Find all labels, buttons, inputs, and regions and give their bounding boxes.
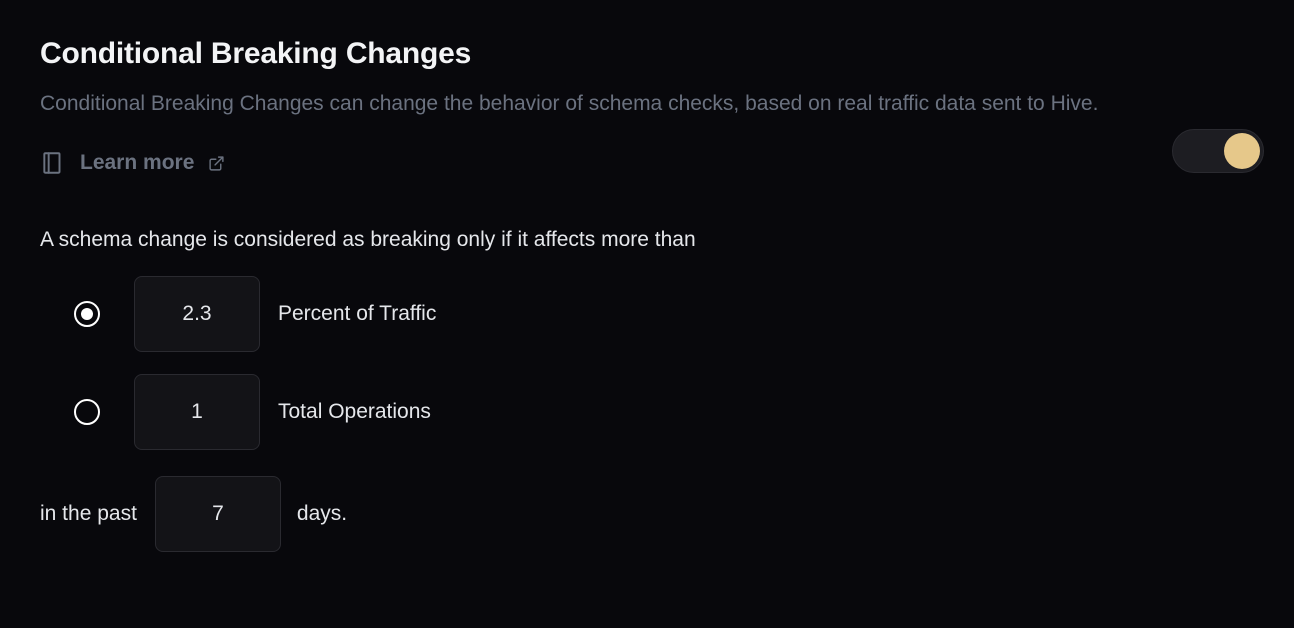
radio-percent-of-traffic[interactable] (74, 301, 100, 327)
external-link-icon (208, 155, 225, 172)
percent-of-traffic-input[interactable]: 2.3 (134, 276, 260, 352)
learn-more-label: Learn more (80, 151, 195, 174)
period-suffix-label: days. (296, 502, 348, 525)
period-row (40, 476, 1254, 552)
total-operations-label: Total Operations (278, 400, 431, 423)
option-row-total-operations (40, 374, 1254, 450)
period-days-input[interactable]: 7 (155, 476, 281, 552)
radio-total-operations[interactable] (74, 399, 100, 425)
toggle-knob (1224, 133, 1260, 169)
conditional-breaking-changes-toggle[interactable] (1172, 129, 1264, 173)
learn-more-link[interactable] (40, 150, 225, 176)
period-prefix-label: in the past (40, 502, 137, 525)
option-row-percent-of-traffic (40, 276, 1254, 352)
condition-intro-text: A schema change is considered as breaking only if it affects more than (40, 228, 696, 251)
book-icon (40, 150, 66, 176)
percent-of-traffic-label: Percent of Traffic (278, 302, 437, 325)
page-title: Conditional Breaking Changes (40, 37, 472, 70)
total-operations-input[interactable]: 1 (134, 374, 260, 450)
section-description: Conditional Breaking Changes can change the behavior of schema checks, based on real traffic data sent to Hive. (40, 92, 1099, 115)
